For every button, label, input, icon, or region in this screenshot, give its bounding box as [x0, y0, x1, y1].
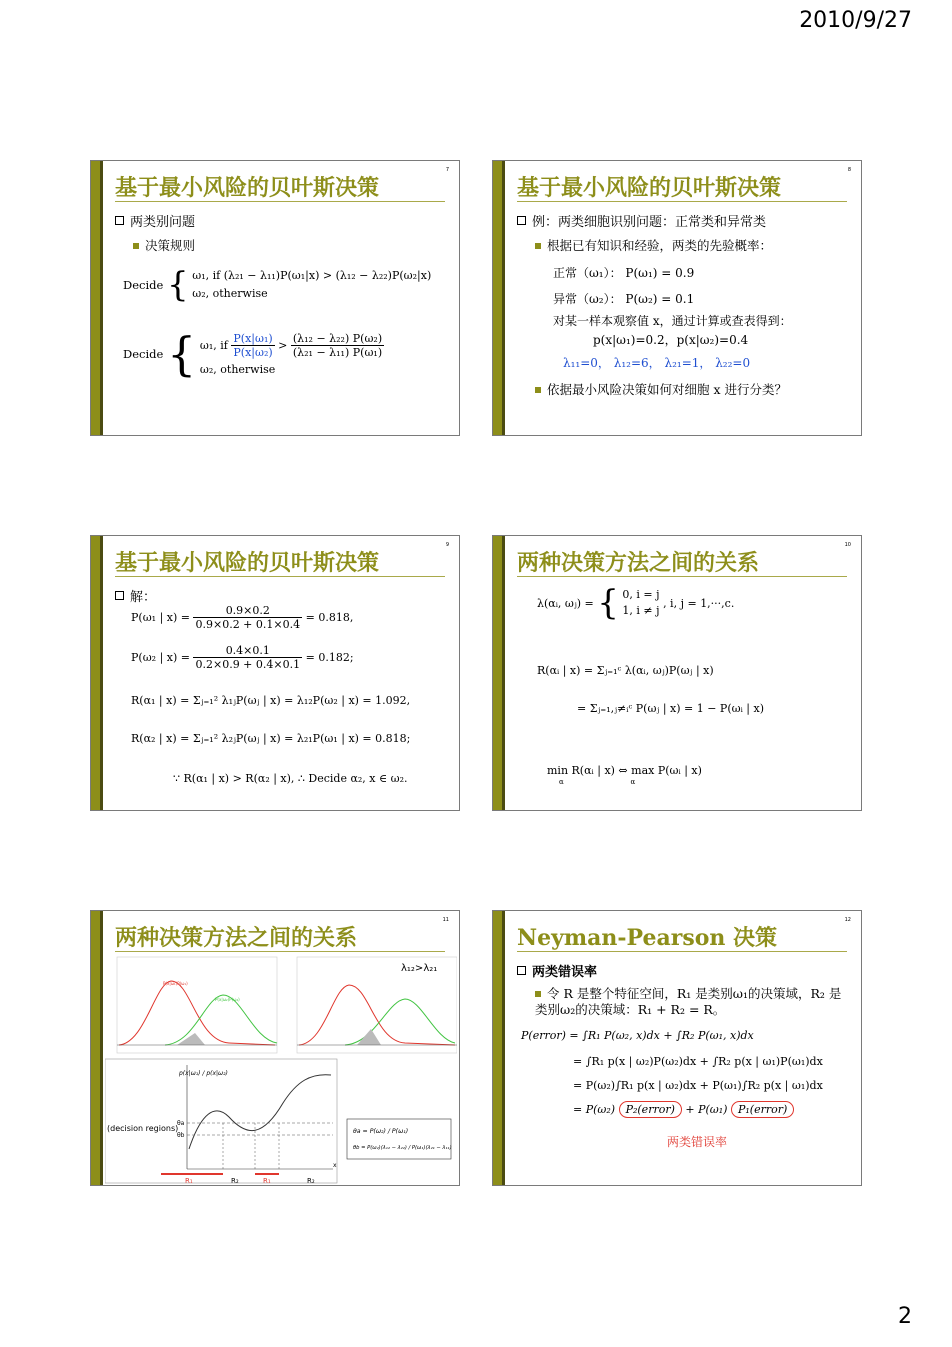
slide-accent-bar-dark	[100, 911, 103, 1185]
region-4: R₂	[307, 1177, 315, 1185]
filled-square-bullet-icon	[535, 387, 541, 393]
posterior-1: P(ω₁ | x) = $\frac{0.9\times 0.2}{0.9\times 0.2 + 0.1\times 0.4}$ = 0.818,	[131, 604, 354, 631]
error-caption: 两类错误率	[667, 1135, 728, 1149]
slide-8	[492, 160, 862, 436]
slide-accent-bar-dark	[502, 536, 505, 810]
slide-number: 10	[844, 542, 851, 548]
risk-2: R(α₂ | x) = Σⱼ₌₁² λ₂ⱼP(ωⱼ | x) = λ₂₁P(ω₁ | x) = 0.818;	[131, 732, 411, 745]
x-axis-label: x	[333, 1162, 337, 1169]
slide-accent-bar-dark	[100, 161, 103, 435]
slide-title: 基于最小风险的贝叶斯决策	[115, 171, 445, 202]
bullet-l1: 例：两类细胞识别问题：正常类和异常类	[517, 211, 849, 230]
page-number: 2	[898, 1304, 912, 1329]
bullet-l2: 根据已有知识和经验，两类的先验概率：	[535, 236, 849, 254]
bullet-l1: 解：	[115, 586, 447, 605]
filled-square-bullet-icon	[535, 991, 541, 997]
prior-abnormal: 异常（ω₂）： P(ω₂) = 0.1	[553, 292, 695, 306]
slide-title: 基于最小风险的贝叶斯决策	[517, 171, 847, 202]
slide-7	[90, 160, 460, 436]
decision-rule-2: Decide { ω₁, if $\frac{\text{P(x|ω₁)}}{\text{P(x|ω₂)}}$ > $\frac{\text{(λ₁₂ − λ₂₂) P(ω₂)}}{\text{(λ₂₁ − λ₁₁) P(ω₁)}}$ ω₂, otherwise	[123, 327, 383, 381]
slide-accent-bar	[493, 161, 502, 435]
square-bullet-icon	[517, 216, 526, 225]
bullet-l1: 两类错误率	[517, 961, 849, 980]
theta-b-label: θb	[177, 1132, 185, 1139]
bullet-l2: 依据最小风险决策如何对细胞 x 进行分类？	[535, 380, 849, 398]
square-bullet-icon	[115, 216, 124, 225]
slide-accent-bar	[91, 911, 100, 1185]
slide-body	[115, 207, 447, 429]
slide-number: 12	[844, 917, 851, 923]
conditional-risk: R(αᵢ | x) = Σⱼ₌₁ᶜ λ(αᵢ, ωⱼ)P(ωⱼ | x)	[537, 664, 714, 677]
theta-a-label: θa	[177, 1120, 185, 1127]
slide-accent-bar	[493, 911, 502, 1185]
filled-square-bullet-icon	[535, 243, 541, 249]
header-date: 2010/9/27	[799, 8, 912, 33]
slide-body	[517, 957, 849, 1179]
likelihoods: p(x|ω₁)=0.2，p(x|ω₂)=0.4	[593, 333, 749, 347]
conditional-risk-simplified: = Σⱼ₌₁,ⱼ≠ᵢᶜ P(ωⱼ | x) = 1 − P(ωᵢ | x)	[577, 702, 764, 715]
square-bullet-icon	[517, 966, 526, 975]
posterior-2: P(ω₂ | x) = $\frac{0.4\times 0.1}{0.2\times 0.9 + 0.4\times 0.1}$ = 0.182;	[131, 644, 354, 671]
slide-body	[517, 207, 849, 429]
p2-error-circled: P₂(error)	[619, 1101, 682, 1118]
slide-10	[492, 535, 862, 811]
square-bullet-icon	[115, 591, 124, 600]
error-eq-3: = P(ω₂)∫R₁ p(x | ω₂)dx + P(ω₁)∫R₂ p(x | ω₁)dx	[573, 1079, 823, 1092]
slide-title: 两种决策方法之间的关系	[115, 921, 445, 952]
theta-a-eq: θa = P(ω₂) / P(ω₁)	[353, 1128, 409, 1135]
bayes-figure	[105, 953, 457, 1185]
slide-title: Neyman-Pearson 决策	[517, 921, 847, 952]
filled-square-bullet-icon	[133, 243, 139, 249]
slide-body	[517, 582, 849, 804]
p1-error-circled: P₁(error)	[731, 1101, 794, 1118]
slide-title: 基于最小风险的贝叶斯决策	[115, 546, 445, 577]
loss-values: λ₁₁=0， λ₁₂=6， λ₂₁=1， λ₂₂=0	[563, 356, 751, 370]
error-eq-1: P(error) = ∫R₁ P(ω₂, x)dx + ∫R₂ P(ω₁, x)dx	[521, 1029, 754, 1042]
bullet-l2: 决策规则	[133, 236, 447, 254]
slide-title: 两种决策方法之间的关系	[517, 546, 847, 577]
region-note: (decision regions)	[107, 1124, 179, 1133]
loss-function: λ(αᵢ, ωⱼ) = { 0, i = j 1, i ≠ j , i, j = 1,···,c.	[537, 583, 735, 623]
slide-12	[492, 910, 862, 1186]
slide-number: 11	[442, 917, 449, 923]
risk-1: R(α₁ | x) = Σⱼ₌₁² λ₁ⱼP(ωⱼ | x) = λ₁₂P(ω₂ | x) = 1.092,	[131, 694, 411, 707]
lambda-note: λ₁₂>λ₂₁	[401, 963, 438, 974]
decision-rule-1: Decide { ω₁, if (λ₂₁ − λ₁₁)P(ω₁|x) > (λ₁₂ − λ₂₂)P(ω₂|x) ω₂, otherwise	[123, 265, 432, 305]
slide-11	[90, 910, 460, 1186]
prior-normal: 正常（ω₁）： P(ω₁) = 0.9	[553, 266, 695, 280]
bullet-l2: 令 R 是整个特征空间，R₁ 是类别ω₁的决策域，R₂ 是类别ω₂的决策域：R₁ + R₂ = R。	[535, 986, 842, 1017]
slide-number: 7	[445, 167, 449, 173]
slide-accent-bar	[91, 536, 100, 810]
conclusion: ∵ R(α₁ | x) > R(α₂ | x), ∴ Decide α₂, x ∈ ω₂.	[173, 772, 408, 785]
theta-b-eq: θb = P(ω₂)(λ₁₂ − λ₂₂) / P(ω₁)(λ₂₁ − λ₁₁)	[353, 1145, 452, 1151]
min-max-subscript: α α	[559, 778, 636, 786]
min-max-equivalence: min R(αᵢ | x) ⇔ max P(ωᵢ | x)	[547, 764, 702, 777]
legend-a: P(x|ω₁)P(ω₁)	[163, 981, 188, 986]
slide-accent-bar	[91, 161, 100, 435]
slide-accent-bar-dark	[502, 161, 505, 435]
slide-accent-bar	[493, 536, 502, 810]
region-1: R₁	[185, 1177, 193, 1185]
error-eq-2: = ∫R₁ p(x | ω₂)P(ω₂)dx + ∫R₂ p(x | ω₁)P(ω₁)dx	[573, 1055, 823, 1068]
slide-body	[115, 582, 447, 804]
legend-b: P(x|ω₂)P(ω₂)	[215, 997, 240, 1002]
slide-accent-bar-dark	[100, 536, 103, 810]
slide-number: 9	[445, 542, 449, 548]
error-eq-4: = P(ω₂) P₂(error) + P(ω₁) P₁(error)	[573, 1103, 794, 1116]
observation-text: 对某一样本观察值 x，通过计算或查表得到：	[553, 314, 792, 328]
slide-number: 8	[847, 167, 851, 173]
slide-accent-bar-dark	[502, 911, 505, 1185]
slide-9	[90, 535, 460, 811]
region-3: R₁	[263, 1177, 271, 1185]
region-2: R₂	[231, 1177, 239, 1185]
bullet-l1: 两类别问题	[115, 211, 447, 230]
ratio-label: p(x|ω₁) / p(x|ω₂)	[179, 1070, 228, 1077]
